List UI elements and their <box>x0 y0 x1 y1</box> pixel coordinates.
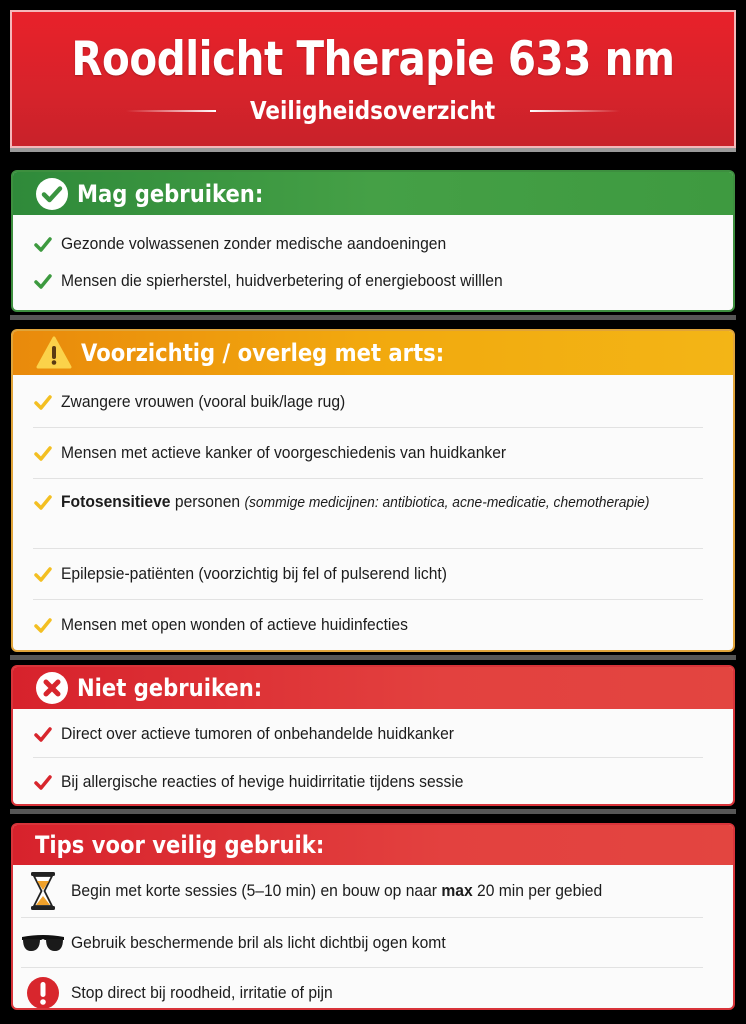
subtitle-row <box>12 96 734 125</box>
item-text: Mensen met open wonden of actieve huidinfecties <box>61 615 408 634</box>
list-item <box>33 479 703 549</box>
item-list <box>13 375 733 650</box>
decorative-line-right <box>530 110 620 112</box>
sunglasses-icon <box>21 923 65 963</box>
list-item <box>21 968 703 1010</box>
item-text: Zwangere vrouwen (vooral buik/lage rug) <box>61 392 346 411</box>
page-title: Roodlicht Therapie 633 nm <box>71 32 675 87</box>
check-icon <box>33 271 53 291</box>
check-icon <box>33 615 53 635</box>
item-text-before: Begin met korte sessies (5–10 min) en bouw op naar <box>71 881 442 900</box>
warning-triangle-icon <box>35 336 73 370</box>
list-item <box>33 758 703 805</box>
item-list <box>13 709 733 805</box>
divider-strip <box>10 655 736 660</box>
item-text-main: personen <box>170 492 245 511</box>
section-header <box>13 667 733 709</box>
check-icon <box>33 564 53 584</box>
item-text: Epilepsie-patiënten (voorzichtig bij fel of pulserend licht) <box>61 564 447 583</box>
item-list <box>13 865 733 1010</box>
decorative-line-left <box>126 110 216 112</box>
item-text <box>71 880 602 902</box>
list-item <box>21 865 703 918</box>
page-subtitle: Veiligheidsoverzicht <box>250 96 496 125</box>
section-tips <box>11 823 735 1010</box>
check-icon <box>33 772 53 792</box>
exclamation-circle-icon <box>21 973 65 1011</box>
list-item <box>33 710 703 758</box>
emphasis-text: max <box>441 881 473 900</box>
item-list <box>13 215 733 299</box>
emphasis-text: Fotosensitieve <box>61 492 171 511</box>
divider-strip <box>10 809 736 814</box>
list-item <box>33 262 703 299</box>
item-text <box>61 491 649 514</box>
section-allowed <box>11 170 735 312</box>
item-note: (sommige medicijnen: antibiotica, acne-medicatie, chemotherapie) <box>244 494 650 511</box>
list-item <box>33 377 703 428</box>
check-icon <box>33 492 53 512</box>
item-text-after: 20 min per gebied <box>472 881 603 900</box>
item-text: Mensen die spierherstel, huidverbetering of energieboost willlen <box>61 270 503 290</box>
section-header <box>13 172 733 215</box>
check-icon <box>33 234 53 254</box>
section-header <box>13 331 733 375</box>
check-icon <box>33 392 53 412</box>
check-icon <box>33 443 53 463</box>
item-text: Gezonde volwassenen zonder medische aandoeningen <box>61 233 447 253</box>
check-circle-icon <box>35 177 69 211</box>
header-banner <box>10 10 736 148</box>
list-item <box>21 918 703 968</box>
section-title: Tips voor veilig gebruik: <box>35 831 325 859</box>
list-item <box>33 225 703 262</box>
x-circle-icon <box>35 671 69 705</box>
section-header <box>13 825 733 865</box>
section-title: Voorzichtig / overleg met arts: <box>81 339 445 367</box>
section-caution <box>11 329 735 652</box>
item-text: Direct over actieve tumoren of onbehandelde huidkanker <box>61 723 454 743</box>
section-title: Mag gebruiken: <box>77 179 264 208</box>
list-item <box>33 428 703 479</box>
item-text: Bij allergische reacties of hevige huidirritatie tijdens sessie <box>61 771 464 791</box>
item-text: Gebruik beschermende bril als licht dichtbij ogen komt <box>71 932 446 952</box>
item-text: Stop direct bij roodheid, irritatie of pijn <box>71 982 333 1002</box>
divider-strip <box>10 315 736 320</box>
item-text: Mensen met actieve kanker of voorgeschiedenis van huidkanker <box>61 443 507 462</box>
section-title: Niet gebruiken: <box>77 674 263 702</box>
section-forbidden <box>11 665 735 806</box>
list-item <box>33 600 703 650</box>
hourglass-icon <box>21 871 65 911</box>
list-item <box>33 549 703 600</box>
check-icon <box>33 724 53 744</box>
